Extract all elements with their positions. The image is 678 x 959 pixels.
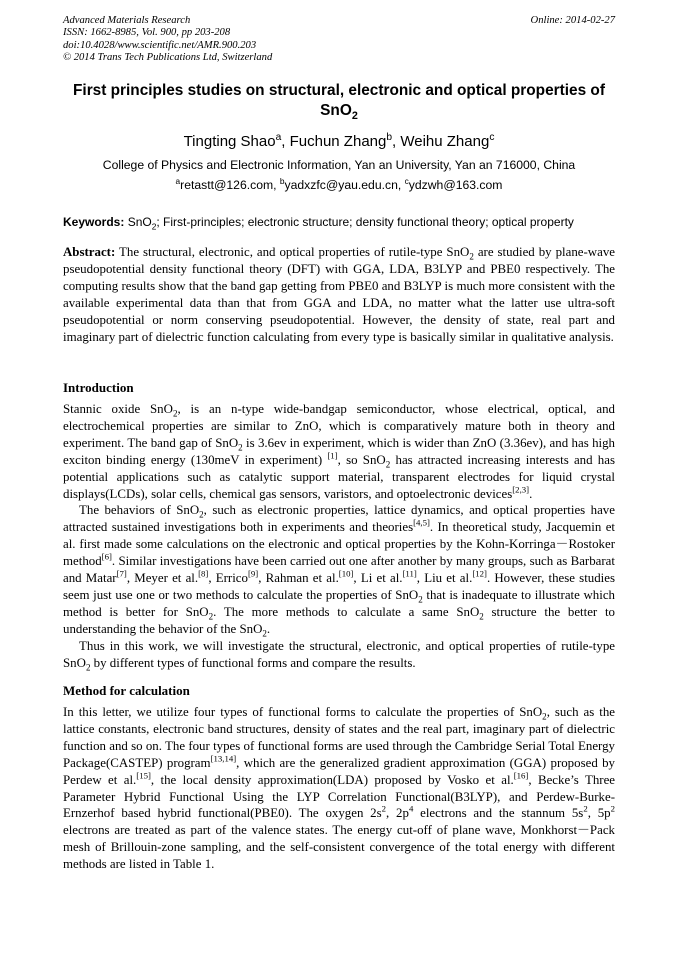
abstract: Abstract: The structural, electronic, and optical properties of rutile-type SnO$_2$ are studied by plane-wave pseudopotential density functional theory (DFT) with GGA, LDA, B3LYP and PBE0 respectively. The computing results show that the band gap getting from PBE0 and B3LYP is much more consistent with the available experimental data than that from GGA and LDA, no matter what the latter use ultra-soft pseudopotential or norm conserving pseudopotential. However, the density of state, real part and imaginary part of dielectric function calculating from every type is basically similar in qualitative analysis.: [63, 245, 615, 344]
citation[interactable]: [1]: [327, 450, 338, 461]
paper-title: [63, 81, 615, 120]
title-main: First principles studies on structural, electronic and optical properties of: [73, 82, 605, 99]
citation[interactable]: [12]: [472, 568, 487, 579]
email-link[interactable]: $^a$retastt@126.com,: [175, 175, 280, 192]
copyright-line: © 2014 Trans Tech Publications Ltd, Switzerland: [63, 52, 273, 64]
email-link[interactable]: $^b$yadxzfc@yau.edu.cn,: [279, 175, 405, 192]
paragraph: Thus in this work, we will investigate the structural, electronic, and optical properties of rutile-type SnO$_2$ by different types of functional forms and compare the results.: [63, 638, 615, 673]
author: Tingting Shao$^a$,: [183, 132, 290, 150]
citation[interactable]: [15]: [136, 770, 151, 781]
email-list: [63, 175, 615, 193]
doi-line: doi:10.4028/www.scientific.net/AMR.900.203: [63, 39, 257, 51]
email-link[interactable]: $^c$ydzwh@163.com: [404, 175, 503, 192]
introduction-body: [63, 401, 615, 672]
method-body: [63, 704, 615, 873]
citation[interactable]: [7]: [116, 568, 127, 579]
citation[interactable]: [16]: [513, 770, 529, 781]
journal-name: Advanced Materials Research: [63, 15, 191, 26]
keywords: Keywords: SnO$_2$; First-principles; electronic structure; density functional theory; optical property: [63, 215, 574, 232]
citation[interactable]: [13,14]: [210, 753, 237, 764]
running-header: [63, 15, 615, 65]
citation[interactable]: [2,3]: [512, 484, 530, 495]
paragraph: Stannic oxide SnO$_2$, is an n-type wide-bandgap semiconductor, whose electrical, optical, and electrochemical properties are similar to ZnO, which is comparatively mature both in theory and experiment. The band gap of SnO$_2$ is 3.6ev in experiment, which is wider than ZnO (3.36ev), and has high exciton binding energy (130meV in experiment) [1], so SnO$_2$ has attracted increasing interests and has potential applications such as catalytic support material, transparent electrodes for liquid crystal displays(LCDs), solar cells, chemical gas sensors, varistors, and optoelectronic devices[2,3].: [63, 402, 615, 501]
abstract-label: Abstract:: [63, 245, 116, 259]
online-date: Online: 2014-02-27: [530, 15, 615, 26]
citation[interactable]: [8]: [198, 568, 209, 579]
citation[interactable]: [11]: [402, 568, 417, 579]
paragraph: The behaviors of SnO$_2$, such as electronic properties, lattice dynamics, and optical properties have attracted sustained investigations both in experiments and theories[4,5]. In theoretical study, Jacquemin et al. first made some calculations on the electronic and optical properties by the Kohn-Korringa－Rostoker method[6]. Similar investigations have been carried out one after another by many groups, such as Barbarat and Matar[7], Meyer et al.[8], Errico[9], Rahman et al.[10], Li et al.[11], Liu et al.[12]. However, these studies seem just use one or two methods to calculate the properties of SnO$_2$ that is inadequate to illustrate which method is better for SnO$_2$. The more methods to calculate a same SnO$_2$ structure the better to understanding the behavior of the SnO$_2$.: [63, 503, 616, 639]
section-heading-introduction: Introduction: [63, 380, 134, 395]
author-list: [63, 133, 615, 151]
citation[interactable]: [6]: [101, 551, 112, 562]
affiliation: College of Physics and Electronic Information, Yan an University, Yan an 716000, China: [102, 158, 576, 172]
author: Fuchun Zhang$^b$,: [289, 132, 401, 150]
section-heading-method: Method for calculation: [63, 683, 190, 698]
title-formula: SnO$_2$: [320, 101, 358, 122]
paragraph: In this letter, we utilize four types of functional forms to calculate the properties of SnO$_2$, such as the lattice constants, electronic band structures, density of states and the real part, imaginary part of dielectric function and so on. The four types of functional forms are used through the Cambridge Serial Total Energy Package(CASTEP) program[13,14], which are the generalized gradient approximation (GGA) proposed by Perdew et al.[15], the local density approximation(LDA) proposed by Vosko et al.[16], Becke’s Three Parameter Hybrid Functional Using the LYP Correlation Functional(B3LYP), and Perdew-Burke-Ernzerhof based hybrid functional(PBE0). The oxygen $2s^2$, $2p^4$ electrons and the stannum $5s^2$, $5p^2$ electrons are treated as part of the valence states. The energy cut-off of plane wave, Monkhorst－Pack mesh of Brillouin-zone sampling, and the self-consistent convergence of the total energy with different methods are listed in Table 1.: [63, 705, 616, 872]
issn-line: ISSN: 1662-8985, Vol. 900, pp 203-208: [63, 27, 231, 39]
author: Weihu Zhang$^c$: [400, 132, 495, 150]
citation[interactable]: [4,5]: [413, 518, 430, 529]
citation[interactable]: [9]: [247, 568, 259, 579]
keywords-label: Keywords:: [63, 215, 125, 229]
citation[interactable]: [10]: [338, 568, 354, 579]
